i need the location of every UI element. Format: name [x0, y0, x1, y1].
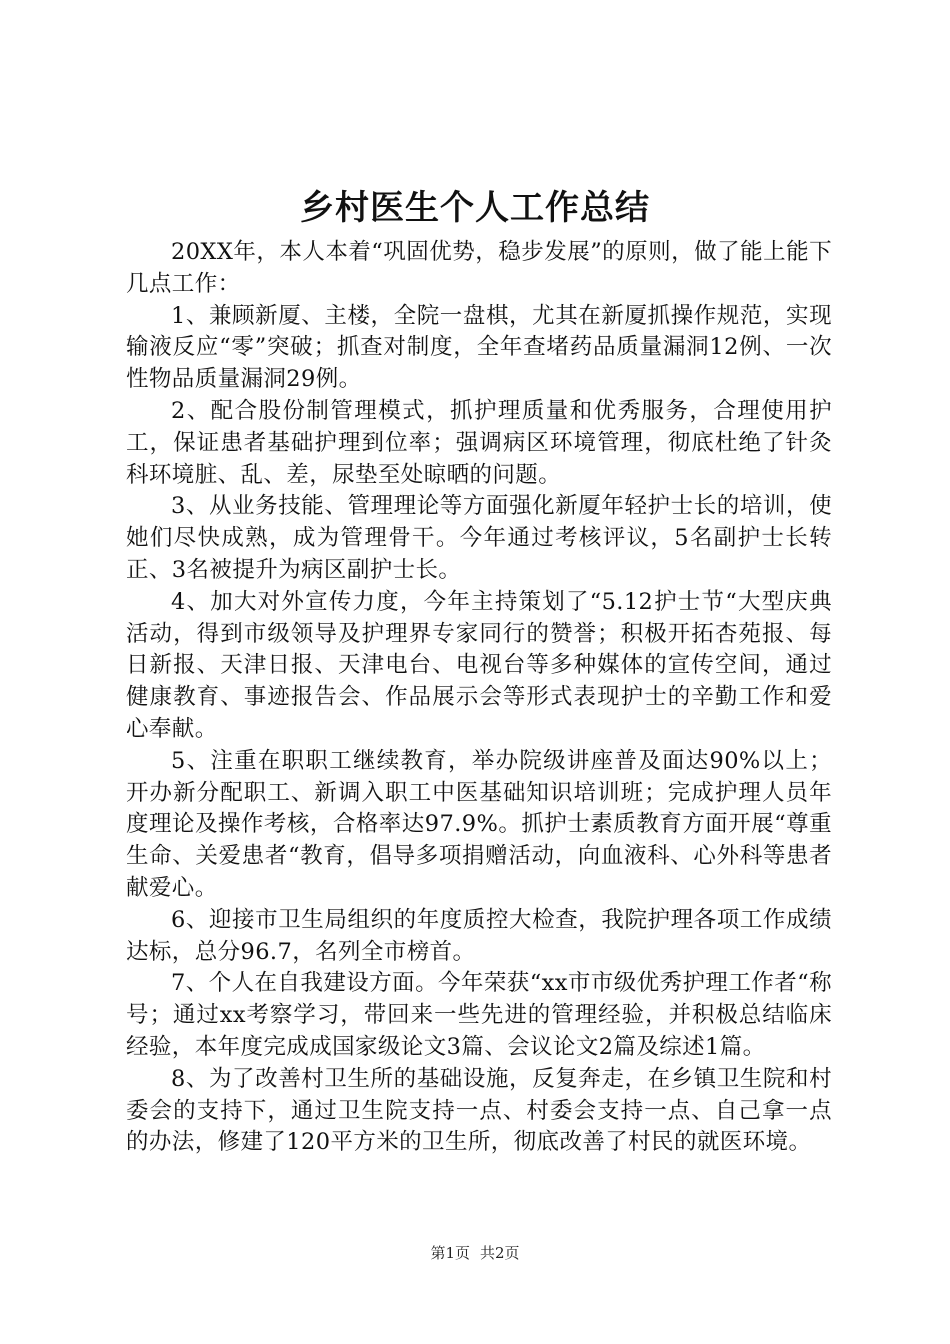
paragraph-item-5: 5、注重在职职工继续教育，举办院级讲座普及面达90%以上；开办新分配职工、新调入职工中医基础知识培训班；完成护理人员年度理论及操作考核，合格率达97.9%。抓护士素质教育方面开展“尊重生命、关爱患者“教育，倡导多项捐赠活动，向血液科、心外科等患者献爱心。: [126, 747, 832, 901]
paragraph-item-1: 1、兼顾新厦、主楼，全院一盘棋，尤其在新厦抓操作规范，实现输液反应“零”突破；抓查对制度，全年查堵药品质量漏洞12例、一次性物品质量漏洞29例。: [126, 302, 832, 393]
paragraph-item-2: 2、配合股份制管理模式，抓护理质量和优秀服务，合理使用护工，保证患者基础护理到位率；强调病区环境管理，彻底杜绝了针灸科环境脏、乱、差，尿垫至处晾晒的问题。: [126, 397, 832, 488]
paragraph-item-4: 4、加大对外宣传力度，今年主持策划了“5.12护士节“大型庆典活动，得到市级领导及护理界专家同行的赞誉；积极开拓杏苑报、每日新报、天津日报、天津电台、电视台等多种媒体的宣传空间，通过健康教育、事迹报告会、作品展示会等形式表现护士的辛勤工作和爱心奉献。: [126, 588, 832, 742]
page-number-current: 第1页: [430, 1244, 470, 1262]
paragraph-item-6: 6、迎接市卫生局组织的年度质控大检查，我院护理各项工作成绩达标，总分96.7，名列全市榜首。: [126, 906, 832, 965]
paragraph-intro: 20XX年，本人本着“巩固优势，稳步发展”的原则，做了能上能下几点工作：: [126, 239, 832, 297]
page-footer: [0, 1242, 950, 1264]
paragraph-item-3: 3、从业务技能、管理理论等方面强化新厦年轻护士长的培训，使她们尽快成熟，成为管理骨干。今年通过考核评议，5名副护士长转正、3名被提升为病区副护士长。: [126, 493, 832, 583]
page-number-total: 共2页: [480, 1244, 520, 1262]
paragraph-item-8: 8、为了改善村卫生所的基础设施，反复奔走，在乡镇卫生院和村委会的支持下，通过卫生院支持一点、村委会支持一点、自己拿一点的办法，修建了120平方米的卫生所，彻底改善了村民的就医环境。: [126, 1065, 832, 1156]
document-body: [126, 237, 832, 1159]
document-title: 乡村医生个人工作总结: [300, 188, 650, 228]
paragraph-item-7: 7、个人在自我建设方面。今年荣获“xx市市级优秀护理工作者“称号；通过xx考察学习，带回来一些先进的管理经验，并积极总结临床经验，本年度完成成国家级论文3篇、会议论文2篇及综述1篇。: [126, 970, 832, 1060]
